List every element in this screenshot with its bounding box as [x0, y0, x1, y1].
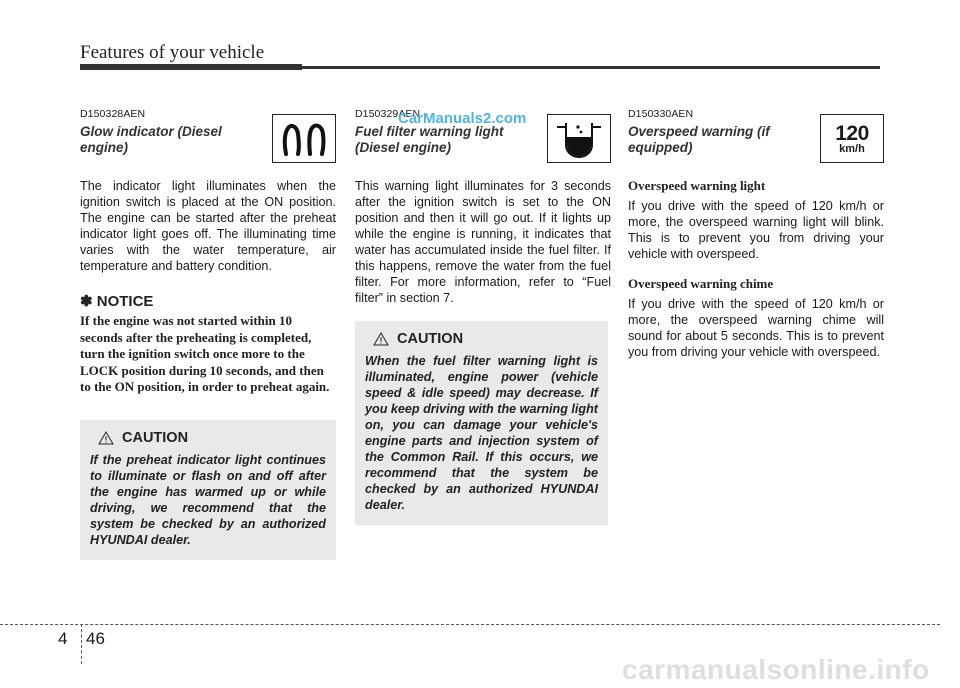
notice-body: If the engine was not started within 10 seconds after the preheating is completed, turn the ignition switch once more to the LOCK position during 10 seconds, and then to the ON position, in order to preheat again. — [80, 313, 330, 394]
warning-triangle-icon — [98, 431, 114, 445]
notice-title: ✽ NOTICE — [80, 293, 154, 310]
page-number: 46 — [86, 629, 105, 648]
overspeed-section — [628, 108, 884, 360]
chapter-number: 4 — [58, 629, 68, 648]
page-header-title: Features of your vehicle — [80, 42, 265, 63]
fuel-filter-body: This warning light illuminates for 3 seconds after the ignition switch is set to the ON position and then it will go out. If it lights up while the engine is running, it indicates that water has accumulated inside the fuel filter. If this happens, remove the water from the fuel filter. For more information, refer to “Fuel filter” in section 7. — [355, 179, 611, 305]
section-code: D150329AEN — [355, 108, 421, 120]
caution-text: If the preheat indicator light continues to illuminate or flash on and off after the engine has warmed up or while driving, we recommend that the system be checked by an authorized HYUNDAI dealer. — [90, 453, 326, 547]
caution-box-glow — [80, 420, 336, 560]
fuel-filter-icon — [547, 114, 611, 163]
overspeed-unit: km/h — [839, 142, 865, 155]
section-code: D150330AEN — [628, 108, 694, 120]
section-subhead: Overspeed warning (if equipped) — [628, 124, 770, 155]
section-subhead: Glow indicator (Diesel engine) — [80, 124, 222, 155]
fuel-filter-section — [355, 108, 611, 306]
overspeed-number: 120 — [835, 121, 869, 145]
glow-indicator-section — [80, 108, 336, 396]
caution-title: CAUTION — [397, 331, 464, 347]
footer-divider — [81, 624, 82, 664]
section-code: D150328AEN — [80, 108, 146, 120]
site-watermark: carmanualsonline.info — [622, 654, 930, 685]
overspeed-light-heading: Overspeed warning light — [628, 178, 766, 193]
watermark-text: CarManuals2.com — [398, 110, 527, 127]
warning-triangle-icon — [373, 332, 389, 346]
caution-title: CAUTION — [122, 430, 189, 446]
header-rule — [80, 66, 880, 69]
footer-rule — [0, 624, 940, 625]
overspeed-chime-body: If you drive with the speed of 120 km/h or more, the overspeed warning chime will sound for about 5 seconds. This is to prevent you from driving your vehicle with overspeed. — [628, 297, 884, 359]
glow-plug-icon — [272, 114, 336, 163]
caution-box-fuel — [355, 321, 608, 525]
overspeed-icon — [820, 114, 884, 163]
glow-indicator-body: The indicator light illuminates when the ignition switch is placed at the ON position. The engine can be started after the preheat indicator light goes off. The illuminating time varies with the water temperature, air temperature and battery condition. — [80, 179, 336, 273]
overspeed-light-body: If you drive with the speed of 120 km/h or more, the overspeed warning light will blink. This is to prevent you from driving your vehicle with overspeed. — [628, 199, 884, 261]
overspeed-chime-heading: Overspeed warning chime — [628, 276, 774, 291]
caution-text: When the fuel filter warning light is illuminated, engine power (vehicle speed & idle speed) may decrease. If you keep driving with the warning light on, you can damage your vehicle's engine parts and injection system of the Common Rail. If this occurs, we recommend that the system be checked by an authorized HYUNDAI dealer. — [365, 354, 598, 512]
section-subhead: Fuel filter warning light (Diesel engine) — [355, 124, 504, 155]
